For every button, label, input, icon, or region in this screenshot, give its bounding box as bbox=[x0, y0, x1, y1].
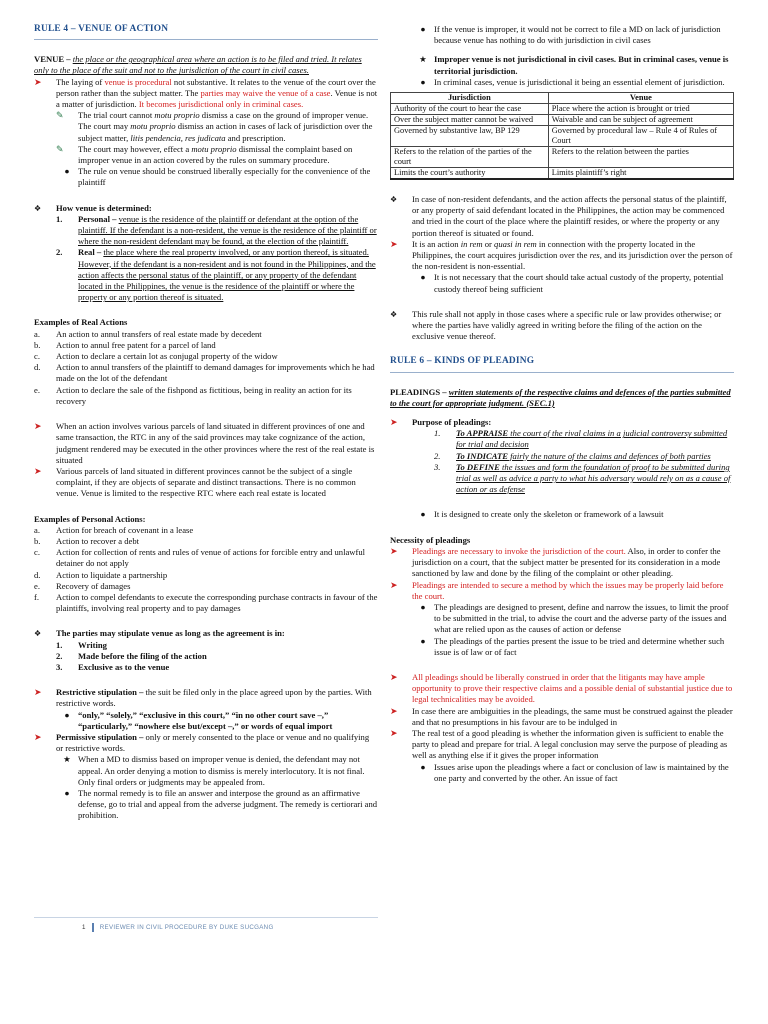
left-column bbox=[34, 24, 378, 822]
arrow-icon: ➤ bbox=[34, 731, 42, 742]
sub-item-motu-proprio: ✎ The trial court cannot motu proprio dismiss a case on the ground of improper venue. The court may motu proprio dismiss an action in cases of lack of jurisdiction over the subject matter, litis pendencia, res judicata and prescription. bbox=[56, 110, 373, 143]
necessity-issues: ➤ Pleadings are intended to secure a method by which the issues may be properly laid before the court. bbox=[390, 579, 724, 601]
jurisdiction-venue-table bbox=[390, 92, 734, 180]
table-row: Refers to the relation of the parties of the court Refers to the relation between the parties bbox=[391, 147, 734, 168]
star-icon: ★ bbox=[419, 54, 427, 65]
list-item: a. An action to annul transfers of real estate made by decedent bbox=[34, 328, 262, 339]
arrow-icon: ➤ bbox=[34, 421, 42, 432]
personal-actions-heading: Examples of Personal Actions: bbox=[34, 513, 146, 524]
rule4-title: RULE 4 – VENUE OF ACTION bbox=[34, 24, 169, 34]
bullet-icon: ● bbox=[420, 509, 426, 520]
stipulate-list bbox=[56, 640, 378, 674]
non-resident-item: ❖ In case of non-resident defendants, and the action affects the personal status of the plaintiff, or any property of said defendant located in the Philippines, the action may be commenced and tried in the court of the place where the plaintiff resides, or where the property or any portion thereof is situated or found. bbox=[390, 194, 727, 238]
bullet-icon: ● bbox=[420, 76, 426, 87]
sub-item-summary: ✎ The court may however, effect a motu proprio dismissal the complaint based on improper venue in an action covered by the rules on summary procedure. bbox=[56, 143, 353, 166]
real-actions-heading: Examples of Real Actions bbox=[34, 317, 128, 328]
title-divider bbox=[34, 39, 378, 40]
right-column bbox=[390, 24, 734, 784]
rule-not-apply-item: ❖ This rule shall not apply in those cases where a specific rule or law provides otherwise; or where the parties have validly agreed in writing before the filing of the action on the exclusive venue thereof. bbox=[390, 308, 722, 342]
list-item: a. Action for breach of covenant in a lease bbox=[34, 524, 194, 535]
arrow-icon: ➤ bbox=[390, 238, 398, 249]
arrow-icon: ➤ bbox=[390, 579, 398, 590]
stipulate-heading: ❖ The parties may stipulate venue as long as the agreement is in: bbox=[34, 628, 285, 639]
footer-divider bbox=[34, 917, 378, 918]
bullet-icon: ● bbox=[420, 635, 426, 646]
permissive-stipulation: ➤ Permissive stipulation – only or merely consented to the place or venue and no qualifying or restrictive words. bbox=[34, 731, 370, 754]
ambiguities-item: ➤ In case there are ambiguities in the pleadings, the same must be construed against the pleader and that no presumptions in his favour are to be indulged in bbox=[390, 705, 733, 727]
various-parcels-same: ➤ When an action involves various parcels of land situated in different provinces of one and same transaction, the RTC in any of the said provinces may take cognizance of the action, judgment rendered may be executed in the other provinces where the rest of the real estate is situated bbox=[34, 421, 375, 465]
pleadings-designed-item: ● The pleadings are designed to present, define and narrow the issues, to limit the proof to be submitted in the trial, to advise the court and the adverse party of the issues and what are relied upon as the causes of action or defense bbox=[412, 602, 734, 636]
improper-venue-md: ● If the venue is improper, it would not be correct to file a MD on lack of jurisdiction because venue has nothing to do with jurisdiction in civil cases bbox=[412, 24, 734, 46]
venue-definition: VENUE – the place or the geographical area where an action is to be filed and tried. It relates only to the place of the suit and not to the jurisdiction of the court in civil cases. bbox=[34, 54, 362, 76]
improper-venue-criminal: ★ Improper venue is not jurisdictional in civil cases. But in criminal cases, venue is territorial jurisdiction. bbox=[412, 54, 734, 76]
diamond-bullet-icon: ❖ bbox=[390, 309, 398, 319]
table-row: Governed by substantive law, BP 129 Governed by procedural law – Rule 4 of Rules of Court bbox=[391, 126, 734, 147]
arrow-icon: ➤ bbox=[34, 687, 42, 698]
md-denied-item: ★ When a MD to dismiss based on improper venue is denied, the defendant may not appeal. An order denying a motion to dismiss is merely interlocutory. It is not final. Only final orders or judgments may be appealed from. bbox=[56, 754, 378, 788]
star-icon: ★ bbox=[63, 754, 71, 765]
normal-remedy-item: ● The normal remedy is to file an answer and interpose the ground as an affirmative defense, go to trial and appeal from the adverse judgment. The remedy is certiorari and prohibition. bbox=[56, 788, 378, 822]
skeleton-item: ● It is designed to create only the skeleton or framework of a lawsuit bbox=[412, 509, 734, 520]
how-venue-heading: ❖ How venue is determined: bbox=[34, 202, 152, 213]
table-row: Authority of the court to hear the case Place where the action is brought or tried bbox=[391, 104, 734, 115]
list-item: b. Action to recover a debt bbox=[34, 535, 140, 546]
arrow-icon: ➤ bbox=[390, 727, 398, 738]
arrow-icon: ➤ bbox=[390, 545, 398, 556]
bullet-icon: ● bbox=[420, 761, 426, 772]
bullet-icon: ● bbox=[64, 787, 70, 798]
restrictive-stipulation: ➤ Restrictive stipulation – the suit be filed only in the place agreed upon by the parties. With restrictive words. bbox=[34, 687, 372, 709]
list-item: b. Action to annul free patent for a parcel of land bbox=[34, 339, 216, 350]
pleadings-definition: PLEADINGS – written statements of the respective claims and defences of the parties submitted to the court for appropriate judgment. (SEC.1) bbox=[390, 386, 731, 408]
diamond-bullet-icon: ❖ bbox=[34, 629, 42, 639]
pen-icon: ✎ bbox=[56, 110, 64, 121]
bullet-icon: ● bbox=[420, 272, 426, 283]
arrow-icon: ➤ bbox=[34, 465, 42, 476]
criminal-jurisdictional: ● In criminal cases, venue is jurisdictional it being an essential element of jurisdiction. bbox=[412, 77, 734, 88]
arrow-icon: ➤ bbox=[390, 705, 398, 716]
list-item: 2. To INDICATE fairly the nature of the claims and defences of both parties bbox=[434, 450, 711, 461]
in-rem-item: ➤ It is an action in rem or quasi in rem in connection with the property located in the Philippines, the court acquires jurisdiction over the res, and its jurisdiction over the person of the non-resident is non-essential. bbox=[390, 238, 733, 272]
arrow-icon: ➤ bbox=[390, 417, 398, 428]
bullet-icon: ● bbox=[420, 601, 426, 612]
how-real: 2. Real – the place where the real property involved, or any portion thereof, is situated. However, if the defendant is a non-resident and is not found in the Philippines, and the action affects the personal status of the plaintiff, or any property of the defendant located in the Philippines, the venue is the residence of the plaintiff or where the property or any portion thereof is situated. bbox=[56, 247, 376, 303]
purpose-heading: ➤ Purpose of pleadings: bbox=[390, 417, 492, 428]
list-item: e. Action to declare the sale of the fishpond as fictitious, being in reality an action for its recovery bbox=[34, 384, 352, 406]
footer-text: REVIEWER IN CIVIL PROCEDURE BY DUKE SUCGANG bbox=[99, 924, 274, 931]
bullet-icon: ● bbox=[64, 709, 70, 720]
page-number: 1 bbox=[82, 924, 86, 931]
list-item: c. Action to declare a certain lot as conjugal property of the widow bbox=[34, 351, 278, 362]
list-item: d. Action to annul transfers of the plaintiff to demand damages for improvements which he had made on the lot of the defendant bbox=[34, 362, 375, 384]
liberal-construction-item: ➤ All pleadings should be liberally construed in order that the litigants may have ample opportunity to prove their respective claims and a possible denial of substantial justice due to legal technicalities may be avoided. bbox=[390, 671, 733, 705]
list-item: 3. Exclusive as to the venue bbox=[56, 661, 170, 672]
restrictive-words: ● “only,” “solely,” “exclusive in this court,” “in no other court save –,” “particularly,” “nowhere else but/except –,” or words of equal import bbox=[56, 710, 378, 732]
footer-bar bbox=[92, 923, 94, 932]
sub-item-liberal: ● The rule on venue should be construed liberally especially for the convenience of the plaintiff bbox=[56, 166, 378, 188]
table-header-row bbox=[391, 93, 734, 104]
various-parcels-distinct: ➤ Various parcels of land situated in different provinces cannot be the subject of a single complaint, if they are objects of separate and distinct transactions. There is no common venue. Venue is limited to the respective RTC where each real estate is located bbox=[34, 465, 356, 499]
pleadings-issue-item: ● The pleadings of the parties present the issue to be tried and determine whether such issue is of law or of fact bbox=[412, 636, 734, 658]
table-header: Venue bbox=[548, 93, 733, 104]
list-item: 1. Writing bbox=[56, 639, 107, 650]
table-row: Over the subject matter cannot be waived Waivable and can be subject of agreement bbox=[391, 115, 734, 126]
necessity-heading: Necessity of pleadings bbox=[390, 534, 471, 545]
bullet-icon: ● bbox=[420, 24, 426, 34]
list-item: d. Action to liquidate a partnership bbox=[34, 569, 168, 580]
how-personal: 1. Personal – venue is the residence of the plaintiff or defendant at the option of the plaintiff. If the defendant is a non-resident, the venue is the residence of the plaintiff or where the non-resident defendant may be found, at the election of the plaintiff. bbox=[56, 213, 377, 247]
purpose-list bbox=[434, 428, 734, 495]
issues-arise-item: ● Issues arise upon the pleadings where a fact or conclusion of law is maintained by the one party and converted by the other. An issue of fact bbox=[412, 762, 734, 784]
title-divider bbox=[390, 372, 734, 373]
necessity-jurisdiction: ➤ Pleadings are necessary to invoke the jurisdiction of the court. Also, in order to confer the jurisdiction on a court, that the subject matter be presented for its consideration in a mode sanctioned by law and done by the filing of the complaint or other pleading. bbox=[390, 545, 721, 579]
list-item: 1. To APPRAISE the court of the rival claims in a judicial controversy submitted for trial and decision bbox=[434, 428, 728, 450]
diamond-bullet-icon: ❖ bbox=[390, 195, 398, 205]
bullet-icon: ● bbox=[64, 166, 70, 177]
pen-icon: ✎ bbox=[56, 143, 64, 154]
real-actions-list bbox=[34, 329, 378, 407]
arrow-icon: ➤ bbox=[390, 671, 398, 682]
custody-item: ● It is not necessary that the court should take actual custody of the property, potential custody thereof being sufficient bbox=[412, 272, 734, 294]
list-item: c. Action for collection of rents and rules of venue of actions for forcible entry and unlawful detainer do not apply bbox=[34, 547, 366, 569]
personal-actions-list bbox=[34, 525, 378, 615]
list-item: 3. To DEFINE the issues and form the foundation of proof to be submitted during trial as well as advice a party to what his adversary would rely on as a cause of action or as defense bbox=[434, 461, 731, 495]
table-header: Jurisdiction bbox=[391, 93, 549, 104]
page-footer bbox=[82, 922, 274, 933]
arrow-icon: ➤ bbox=[34, 76, 42, 87]
real-test-item: ➤ The real test of a good pleading is whether the information given is sufficient to enable the party to plead and prepare for trial. A legal conclusion may serve the purpose of pleading as well as anything else if it gives the proper information bbox=[390, 727, 728, 761]
list-item: f. Action to compel defendants to execute the corresponding purchase contracts in favour of the plaintiffs, involving real property and to pay damages bbox=[34, 591, 378, 614]
venue-procedural-item: ➤ The laying of venue is procedural not substantive. It relates to the venue of the court over the person rather than the subject matter. The parties may waive the venue of a case. Venue is not a matter of jurisdiction. It becomes jurisdictional only in criminal cases. bbox=[34, 76, 378, 110]
rule6-title: RULE 6 – KINDS OF PLEADING bbox=[390, 356, 535, 367]
diamond-bullet-icon: ❖ bbox=[34, 203, 42, 213]
table-row: Limits the court’s authority Limits plaintiff’s right bbox=[391, 168, 734, 180]
list-item: 2. Made before the filing of the action bbox=[56, 650, 207, 661]
list-item: e. Recovery of damages bbox=[34, 580, 131, 591]
